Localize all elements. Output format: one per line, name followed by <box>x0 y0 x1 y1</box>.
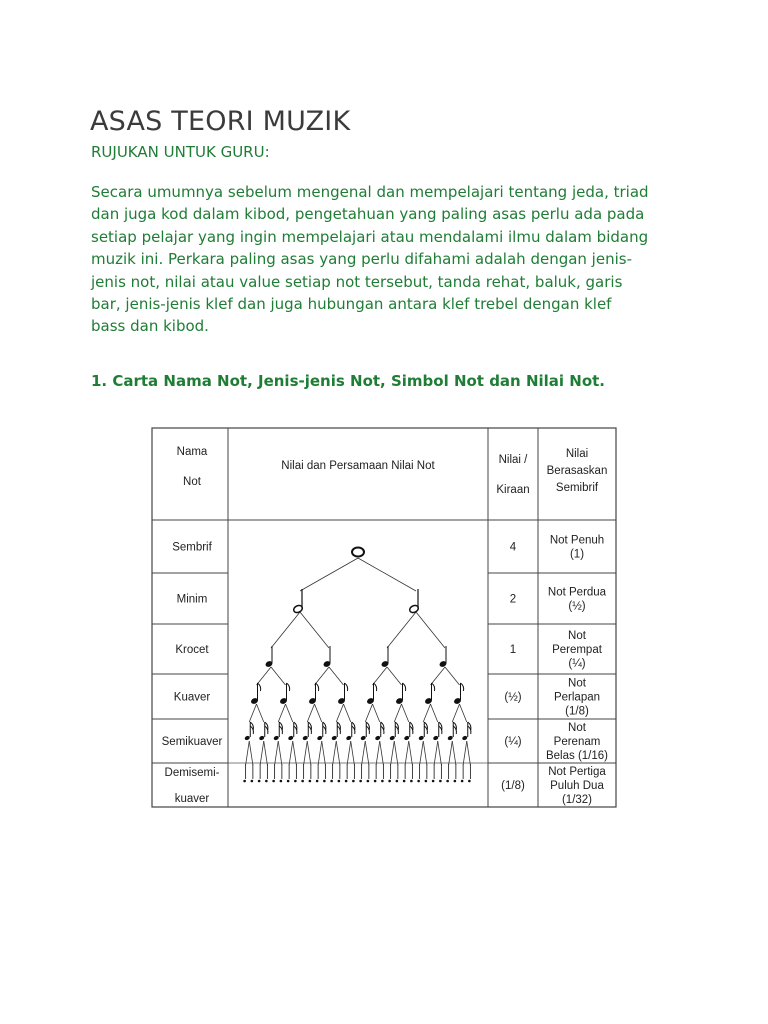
tree-connector <box>257 667 272 685</box>
tree-connector <box>304 741 308 765</box>
thirty-second-note <box>417 780 420 783</box>
thirty-second-note <box>396 780 399 783</box>
row-relative-value: (1/32) <box>561 794 593 806</box>
tree-connector <box>376 741 380 765</box>
thirty-second-note <box>280 780 283 783</box>
paragraph-line: dan juga kod dalam kibod, pengetahuan yang paling asas perlu ada pada <box>91 205 645 224</box>
tree-connector <box>246 741 250 765</box>
row-relative-value: Not Perdua <box>547 586 607 599</box>
row-note-name: kuaver <box>174 793 210 805</box>
header-nilai-semibrif: Berasaskan <box>546 465 608 477</box>
tree-connector <box>257 704 264 722</box>
thirty-second-note <box>265 780 268 783</box>
thirty-second-note <box>338 780 341 783</box>
sixteenth-note <box>360 735 366 741</box>
tree-connector <box>271 667 286 685</box>
sixteenth-note <box>331 735 337 741</box>
row-count-value: 2 <box>509 593 517 606</box>
sixteenth-note <box>346 735 352 741</box>
tree-connector <box>278 741 282 765</box>
tree-connector <box>387 667 402 685</box>
tree-connector <box>275 741 279 765</box>
row-relative-value: (1/8) <box>565 705 589 718</box>
tree-connector <box>362 741 366 765</box>
paragraph-line: bar, jenis-jenis klef dan juga hubungan antara klef trebel dengan klef <box>91 295 612 314</box>
tree-connector <box>460 704 467 722</box>
row-count-value: (1/8) <box>501 780 525 792</box>
sixteenth-note <box>302 735 308 741</box>
row-note-name: Kuaver <box>173 691 211 704</box>
thirty-second-note <box>258 780 261 783</box>
thirty-second-note <box>374 780 377 783</box>
page-title: ASAS TEORI MUZIK <box>90 106 351 137</box>
tree-connector <box>431 667 446 685</box>
header-nilai-semibrif: Nilai <box>565 448 589 460</box>
thirty-second-note <box>432 780 435 783</box>
tree-connector <box>336 741 340 765</box>
row-note-name: Demisemi- <box>164 767 220 779</box>
row-count-value: 1 <box>509 644 517 656</box>
thirty-second-note <box>323 780 326 783</box>
section-heading: 1. Carta Nama Not, Jenis-jenis Not, Simbol Not dan Nilai Not. <box>91 372 606 390</box>
tree-connector <box>278 704 285 722</box>
row-relative-value: Perempat <box>552 644 602 656</box>
tree-connector <box>307 741 311 765</box>
thirty-second-note <box>251 780 254 783</box>
note-value-chart <box>150 426 620 810</box>
paragraph-line: Secara umumnya sebelum mengenal dan mempelajari tentang jeda, triad <box>91 183 649 201</box>
tree-connector <box>358 558 416 591</box>
header-tree: Nilai dan Persamaan Nilai Not <box>281 460 435 472</box>
row-note-name: Sembrif <box>172 541 212 554</box>
row-relative-value: (½) <box>568 600 586 613</box>
thirty-second-note <box>425 780 428 783</box>
tree-connector <box>373 704 380 722</box>
tree-connector <box>318 741 322 765</box>
thirty-second-note <box>309 780 312 783</box>
thirty-second-note <box>461 780 464 783</box>
row-relative-value: Puluh Dua <box>550 780 604 792</box>
tree-connector <box>380 741 384 765</box>
note-value-table <box>150 426 620 810</box>
tree-connector <box>307 704 314 722</box>
thirty-second-note <box>359 780 362 783</box>
row-relative-value: Not Penuh <box>549 534 605 547</box>
tree-connector <box>416 612 445 648</box>
tree-connector <box>452 741 456 765</box>
tree-connector <box>249 704 256 722</box>
thirty-second-note <box>316 780 319 783</box>
tree-connector <box>351 741 355 765</box>
row-relative-value: (1) <box>569 548 585 561</box>
tree-connector <box>293 741 297 765</box>
thirty-second-note <box>446 780 449 783</box>
tree-connector <box>423 741 427 765</box>
header-nama-not: Not <box>183 476 201 488</box>
intro-paragraph <box>91 181 691 338</box>
header-nama-not: Nama <box>176 446 208 458</box>
sixteenth-note <box>244 735 250 741</box>
tree-connector <box>249 741 253 765</box>
row-relative-value: Perlapan <box>553 691 601 704</box>
tree-connector <box>315 667 330 685</box>
sixteenth-note <box>288 735 294 741</box>
tree-connector <box>373 667 388 685</box>
tree-connector <box>394 704 401 722</box>
thirty-second-note <box>352 780 355 783</box>
tree-connector <box>365 741 369 765</box>
row-note-name: Semikuaver <box>161 736 223 748</box>
header-nilai-kiraan: Kiraan <box>496 484 530 496</box>
tree-connector <box>402 704 409 722</box>
tree-connector <box>445 667 460 685</box>
sixteenth-note <box>389 735 395 741</box>
tree-connector <box>347 741 351 765</box>
paragraph-line: muzik ini. Perkara paling asas yang perlu difahami adalah dengan jenis- <box>91 250 632 269</box>
paragraph-line: bass dan kibod. <box>91 317 209 336</box>
tree-connector <box>405 741 409 765</box>
tree-connector <box>333 741 337 765</box>
tree-connector <box>420 741 424 765</box>
sixteenth-note <box>259 735 265 741</box>
tree-connector <box>431 704 438 722</box>
thirty-second-note <box>403 780 406 783</box>
tree-connector <box>449 741 453 765</box>
sixteenth-note <box>433 735 439 741</box>
thirty-second-note <box>272 780 275 783</box>
paragraph-line: setiap pelajar yang ingin mempelajari atau mendalami ilmu dalam bidang <box>91 227 649 246</box>
tree-connector <box>391 741 395 765</box>
row-relative-value: Not Pertiga <box>548 766 606 778</box>
sixteenth-note <box>375 735 381 741</box>
tree-connector <box>322 741 326 765</box>
tree-connector <box>365 704 372 722</box>
tree-connector <box>409 741 413 765</box>
header-nilai-kiraan: Nilai / <box>498 454 528 466</box>
tree-connector <box>289 741 293 765</box>
row-relative-value: Not <box>568 722 586 734</box>
paragraph-line: jenis not, nilai atau value setiap not tersebut, tanda rehat, baluk, garis <box>91 272 623 291</box>
thirty-second-note <box>367 780 370 783</box>
tree-connector <box>423 704 430 722</box>
thirty-second-note <box>439 780 442 783</box>
row-note-name: Krocet <box>175 644 209 656</box>
thirty-second-note <box>388 780 391 783</box>
row-relative-value: (¼) <box>568 658 586 670</box>
tree-connector <box>300 558 358 591</box>
tree-connector <box>336 704 343 722</box>
thirty-second-note <box>345 780 348 783</box>
sixteenth-note <box>462 735 468 741</box>
tree-connector <box>260 741 264 765</box>
sixteenth-note <box>273 735 279 741</box>
tree-connector <box>286 704 293 722</box>
row-note-name: Minim <box>176 593 208 606</box>
row-count-value: (½) <box>504 691 522 704</box>
sixteenth-note <box>317 735 323 741</box>
tree-connector <box>452 704 459 722</box>
thirty-second-note <box>301 780 304 783</box>
row-relative-value: Belas (1/16) <box>545 750 609 762</box>
subtitle: RUJUKAN UNTUK GURU: <box>91 143 270 161</box>
thirty-second-note <box>410 780 413 783</box>
sixteenth-note <box>418 735 424 741</box>
thirty-second-note <box>243 780 246 783</box>
tree-connector <box>329 667 344 685</box>
sixteenth-note <box>447 735 453 741</box>
tree-connector <box>300 612 329 648</box>
whole-note <box>352 548 364 557</box>
tree-connector <box>467 741 471 765</box>
sixteenth-note <box>404 735 410 741</box>
thirty-second-note <box>381 780 384 783</box>
tree-connector <box>387 612 416 648</box>
row-relative-value: Not <box>568 630 586 642</box>
tree-connector <box>394 741 398 765</box>
tree-connector <box>271 612 300 648</box>
tree-connector <box>344 704 351 722</box>
tree-connector <box>315 704 322 722</box>
thirty-second-note <box>294 780 297 783</box>
thirty-second-note <box>330 780 333 783</box>
row-relative-value: Perenam <box>553 736 601 748</box>
thirty-second-note <box>468 780 471 783</box>
thirty-second-note <box>287 780 290 783</box>
tree-connector <box>438 741 442 765</box>
tree-connector <box>264 741 268 765</box>
row-count-value: (¼) <box>504 736 522 748</box>
tree-connector <box>463 741 467 765</box>
thirty-second-note <box>454 780 457 783</box>
row-count-value: 4 <box>509 541 517 554</box>
row-relative-value: Not <box>568 677 586 690</box>
tree-connector <box>434 741 438 765</box>
header-nilai-semibrif: Semibrif <box>555 482 599 494</box>
